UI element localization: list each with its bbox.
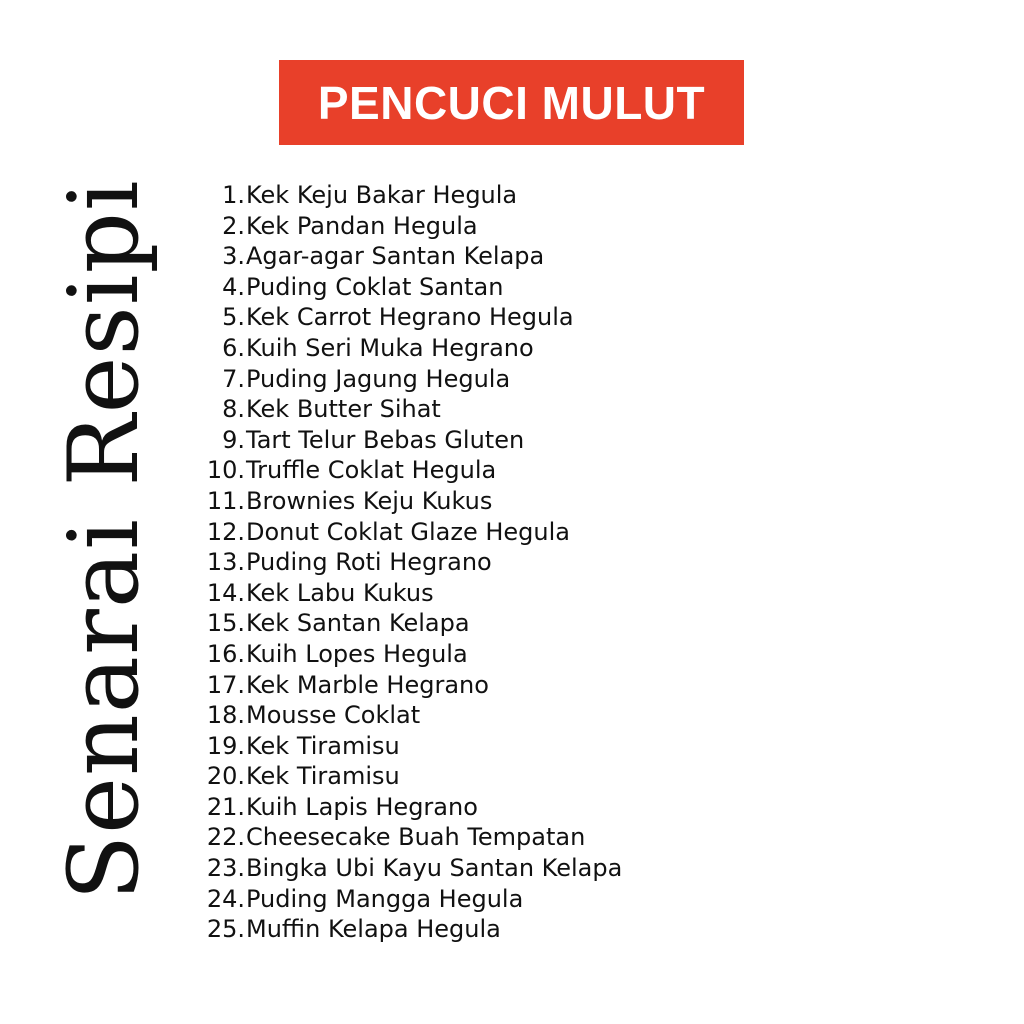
recipe-name: Kuih Lapis Hegrano [246, 792, 478, 821]
recipe-name: Bingka Ubi Kayu Santan Kelapa [246, 854, 623, 883]
recipe-name: Kek Santan Kelapa [246, 609, 470, 638]
recipe-name: Brownies Keju Kukus [246, 486, 493, 515]
recipe-number: 16. [206, 639, 245, 668]
recipe-number: 25. [206, 915, 245, 944]
list-item [196, 517, 622, 548]
recipe-list [196, 180, 622, 945]
list-item [196, 333, 622, 364]
recipe-number: 24. [206, 884, 245, 913]
recipe-name: Puding Coklat Santan [246, 272, 504, 301]
recipe-number: 15. [206, 609, 245, 638]
list-item [196, 425, 622, 456]
recipe-name: Kuih Seri Muka Hegrano [246, 333, 534, 362]
list-item [196, 700, 622, 731]
recipe-name: Mousse Coklat [246, 701, 421, 730]
recipe-name: Kek Labu Kukus [246, 578, 434, 607]
list-item [196, 486, 622, 517]
banner-title: PENCUCI MULUT [317, 76, 706, 129]
title-banner [279, 60, 744, 145]
recipe-number: 18. [206, 701, 245, 730]
recipe-number: 23. [206, 854, 245, 883]
recipe-name: Donut Coklat Glaze Hegula [246, 517, 570, 546]
list-item [196, 211, 622, 242]
recipe-number: 3. [222, 242, 245, 271]
list-item [196, 547, 622, 578]
recipe-number: 7. [222, 364, 245, 393]
recipe-number: 19. [206, 731, 245, 760]
list-item [196, 792, 622, 823]
list-item [196, 394, 622, 425]
recipe-name: Puding Jagung Hegula [246, 364, 511, 393]
recipe-number: 12. [206, 517, 245, 546]
recipe-name: Kek Tiramisu [246, 731, 400, 760]
recipe-number: 10. [206, 456, 245, 485]
recipe-number: 20. [206, 762, 245, 791]
recipe-name: Tart Telur Bebas Gluten [246, 425, 525, 454]
recipe-name: Kuih Lopes Hegula [246, 639, 468, 668]
list-item [196, 731, 622, 762]
list-item [196, 455, 622, 486]
recipe-number: 5. [222, 303, 245, 332]
recipe-name: Truffle Coklat Hegula [246, 456, 497, 485]
recipe-number: 1. [222, 181, 245, 209]
list-item [196, 241, 622, 272]
recipe-name: Kek Pandan Hegula [246, 211, 478, 240]
recipe-number: 22. [206, 823, 245, 852]
recipe-number: 2. [222, 211, 245, 240]
recipe-number: 4. [222, 272, 245, 301]
list-item [196, 670, 622, 701]
recipe-name: Cheesecake Buah Tempatan [246, 823, 586, 852]
recipe-name: Puding Roti Hegrano [246, 548, 492, 577]
list-item [196, 608, 622, 639]
list-item [196, 180, 622, 211]
list-item [196, 914, 622, 945]
list-item [196, 302, 622, 333]
recipe-name: Kek Carrot Hegrano Hegula [246, 303, 574, 332]
list-item [196, 884, 622, 915]
list-item [196, 364, 622, 395]
recipe-number: 8. [222, 395, 245, 424]
recipe-name: Kek Tiramisu [246, 762, 400, 791]
recipe-number: 6. [222, 333, 245, 362]
recipe-name: Muffin Kelapa Hegula [246, 915, 501, 944]
recipe-name: Kek Marble Hegrano [246, 670, 489, 699]
list-item [196, 822, 622, 853]
recipe-number: 21. [206, 792, 245, 821]
recipe-name: Kek Keju Bakar Hegula [246, 181, 518, 209]
recipe-name: Agar-agar Santan Kelapa [246, 242, 545, 271]
side-title: Senarai Resipi [48, 179, 160, 901]
recipe-number: 11. [206, 486, 245, 515]
recipe-number: 17. [206, 670, 245, 699]
list-item [196, 639, 622, 670]
list-item [196, 853, 622, 884]
recipe-name: Kek Butter Sihat [246, 395, 441, 424]
recipe-number: 14. [206, 578, 245, 607]
recipe-number: 9. [222, 425, 245, 454]
list-item [196, 761, 622, 792]
recipe-name: Puding Mangga Hegula [246, 884, 524, 913]
list-item [196, 578, 622, 609]
list-item [196, 272, 622, 303]
recipe-number: 13. [206, 548, 245, 577]
